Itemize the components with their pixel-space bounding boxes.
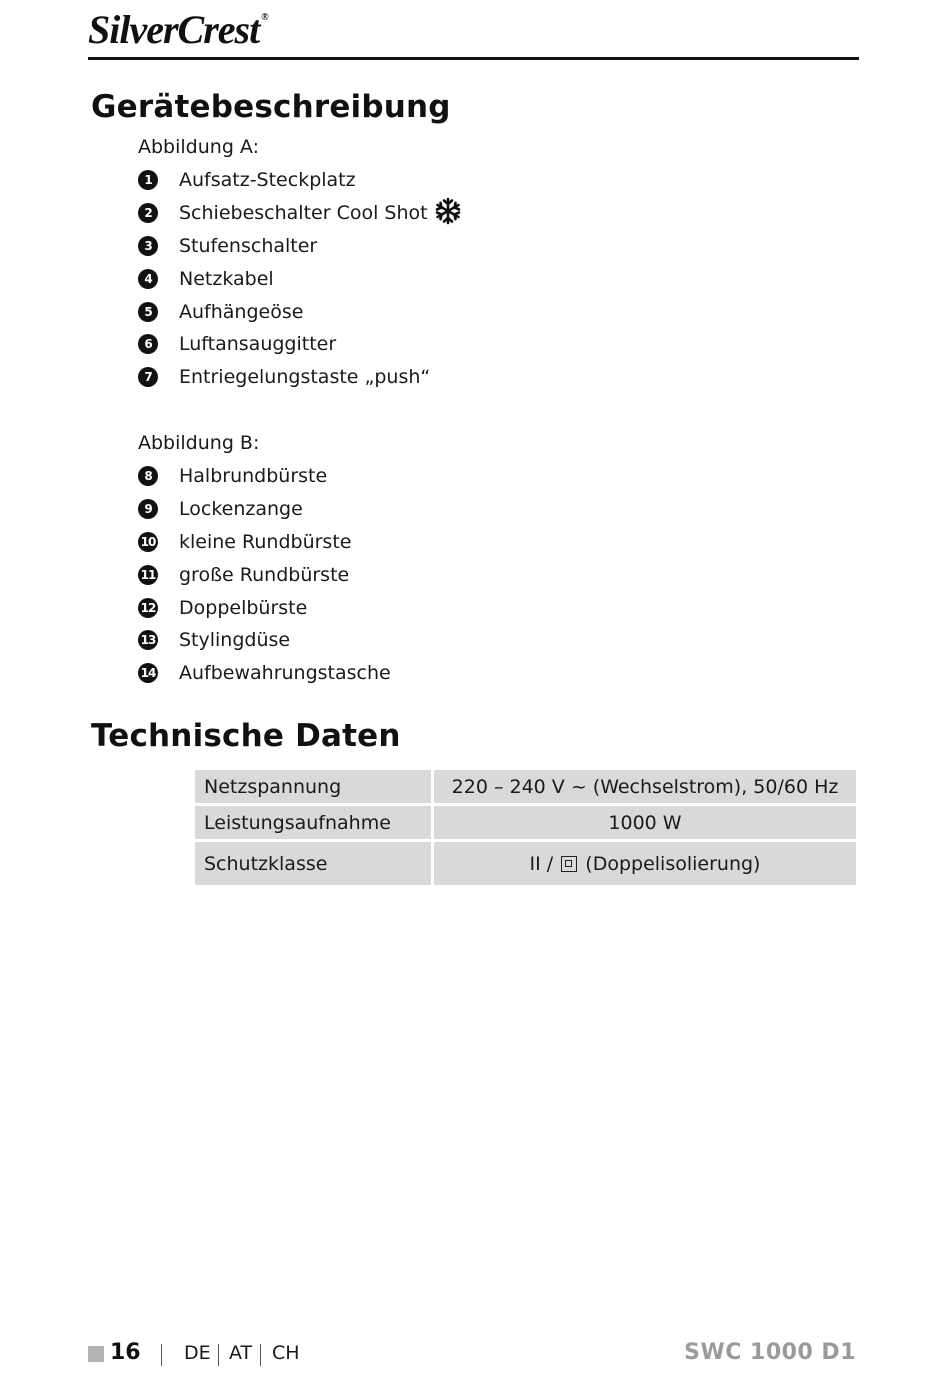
footer-divider bbox=[161, 1344, 162, 1366]
figure-a-list bbox=[138, 164, 462, 394]
list-item bbox=[138, 591, 391, 624]
protection-class: II / bbox=[529, 852, 554, 875]
table-row bbox=[195, 770, 856, 803]
figure-a-label: Abbildung A: bbox=[138, 136, 259, 158]
page-number: 16 bbox=[110, 1340, 141, 1365]
item-label: Aufhängeöse bbox=[179, 300, 304, 323]
table-value: 220 – 240 V ~ (Wechselstrom), 50/60 Hz bbox=[434, 770, 856, 803]
number-badge: 3 bbox=[138, 236, 158, 256]
brand-name: SilverCrest bbox=[88, 7, 260, 52]
number-badge: 5 bbox=[138, 302, 158, 322]
item-label: Halbrundbürste bbox=[179, 465, 328, 488]
number-badge: 13 bbox=[138, 630, 158, 650]
footer-lang: DE bbox=[184, 1342, 211, 1364]
item-label: Aufsatz-Steckplatz bbox=[179, 169, 356, 192]
snowflake-icon bbox=[434, 197, 462, 230]
item-label: Stufenschalter bbox=[179, 234, 318, 257]
list-item bbox=[138, 624, 391, 657]
number-badge: 9 bbox=[138, 499, 158, 519]
list-item bbox=[138, 328, 462, 361]
footer-divider bbox=[218, 1344, 219, 1366]
item-label: Schiebeschalter Cool Shot bbox=[179, 202, 428, 225]
list-item bbox=[138, 526, 391, 559]
list-item bbox=[138, 361, 462, 394]
tech-data-table bbox=[195, 770, 856, 885]
section-title-description: Gerätebeschreibung bbox=[91, 89, 451, 125]
list-item bbox=[138, 558, 391, 591]
header-rule bbox=[88, 57, 859, 60]
table-key: Leistungsaufnahme bbox=[195, 803, 434, 839]
model-number: SWC 1000 D1 bbox=[684, 1340, 856, 1365]
figure-b-list bbox=[138, 460, 391, 690]
item-label: Lockenzange bbox=[179, 498, 303, 521]
table-value: 1000 W bbox=[434, 803, 856, 839]
number-badge: 12 bbox=[138, 598, 158, 618]
item-label: große Rundbürste bbox=[179, 563, 350, 586]
item-label: Luftansauggitter bbox=[179, 333, 337, 356]
list-item bbox=[138, 262, 462, 295]
number-badge: 10 bbox=[138, 532, 158, 552]
footer-square-icon bbox=[88, 1346, 104, 1362]
number-badge: 11 bbox=[138, 565, 158, 585]
number-badge: 2 bbox=[138, 203, 158, 223]
registered-mark: ® bbox=[261, 12, 268, 23]
item-label: Doppelbürste bbox=[179, 596, 308, 619]
number-badge: 14 bbox=[138, 663, 158, 683]
item-label: Entriegelungstaste „push“ bbox=[179, 366, 431, 389]
list-item bbox=[138, 295, 462, 328]
table-key: Schutzklasse bbox=[195, 839, 434, 885]
number-badge: 8 bbox=[138, 466, 158, 486]
number-badge: 6 bbox=[138, 334, 158, 354]
table-row bbox=[195, 839, 856, 885]
table-key: Netzspannung bbox=[195, 770, 434, 803]
double-insulation-icon bbox=[561, 856, 577, 872]
list-item bbox=[138, 460, 391, 493]
footer-lang: CH bbox=[272, 1342, 300, 1364]
page-footer bbox=[0, 1338, 950, 1372]
list-item bbox=[138, 657, 391, 690]
section-title-tech: Technische Daten bbox=[91, 718, 401, 754]
footer-lang: AT bbox=[229, 1342, 253, 1364]
list-item bbox=[138, 230, 462, 263]
table-row bbox=[195, 803, 856, 839]
item-label: Aufbewahrungstasche bbox=[179, 662, 391, 685]
footer-divider bbox=[260, 1344, 261, 1366]
item-label: kleine Rundbürste bbox=[179, 530, 352, 553]
number-badge: 7 bbox=[138, 367, 158, 387]
brand-logo bbox=[88, 6, 268, 53]
number-badge: 1 bbox=[138, 170, 158, 190]
list-item bbox=[138, 493, 391, 526]
number-badge: 4 bbox=[138, 269, 158, 289]
list-item bbox=[138, 164, 462, 197]
item-label: Stylingdüse bbox=[179, 629, 291, 652]
list-item bbox=[138, 197, 462, 230]
item-label: Netzkabel bbox=[179, 267, 274, 290]
figure-b-label: Abbildung B: bbox=[138, 432, 260, 454]
table-value bbox=[434, 839, 856, 885]
protection-desc: (Doppelisolierung) bbox=[585, 852, 761, 875]
